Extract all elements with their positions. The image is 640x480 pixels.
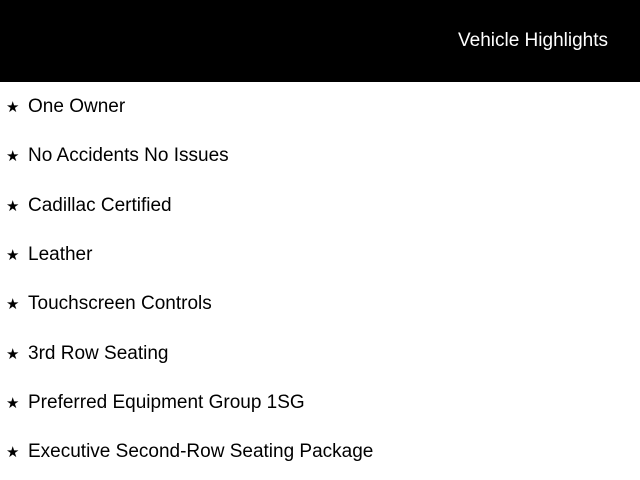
- highlight-label: Executive Second-Row Seating Package: [28, 441, 374, 462]
- highlight-label: 3rd Row Seating: [28, 343, 169, 364]
- highlight-label: Leather: [28, 244, 93, 265]
- star-icon: ★: [6, 295, 20, 313]
- highlight-label: One Owner: [28, 96, 126, 117]
- star-icon: ★: [6, 345, 20, 363]
- list-item: [0, 193, 640, 219]
- header-bar: [0, 0, 640, 82]
- list-item: [0, 291, 640, 317]
- star-icon: ★: [6, 246, 20, 264]
- list-item: [0, 242, 640, 268]
- list-item: [0, 390, 640, 416]
- star-icon: ★: [6, 443, 20, 461]
- star-icon: ★: [6, 147, 20, 165]
- list-item: [0, 94, 640, 120]
- star-icon: ★: [6, 197, 20, 215]
- highlight-label: Touchscreen Controls: [28, 293, 212, 314]
- list-item: [0, 439, 640, 465]
- highlight-label: Cadillac Certified: [28, 195, 172, 216]
- list-item: [0, 341, 640, 367]
- highlight-label: Preferred Equipment Group 1SG: [28, 392, 305, 413]
- page-title: Vehicle Highlights: [458, 30, 608, 51]
- star-icon: ★: [6, 394, 20, 412]
- highlight-label: No Accidents No Issues: [28, 145, 229, 166]
- list-item: [0, 143, 640, 169]
- star-icon: ★: [6, 98, 20, 116]
